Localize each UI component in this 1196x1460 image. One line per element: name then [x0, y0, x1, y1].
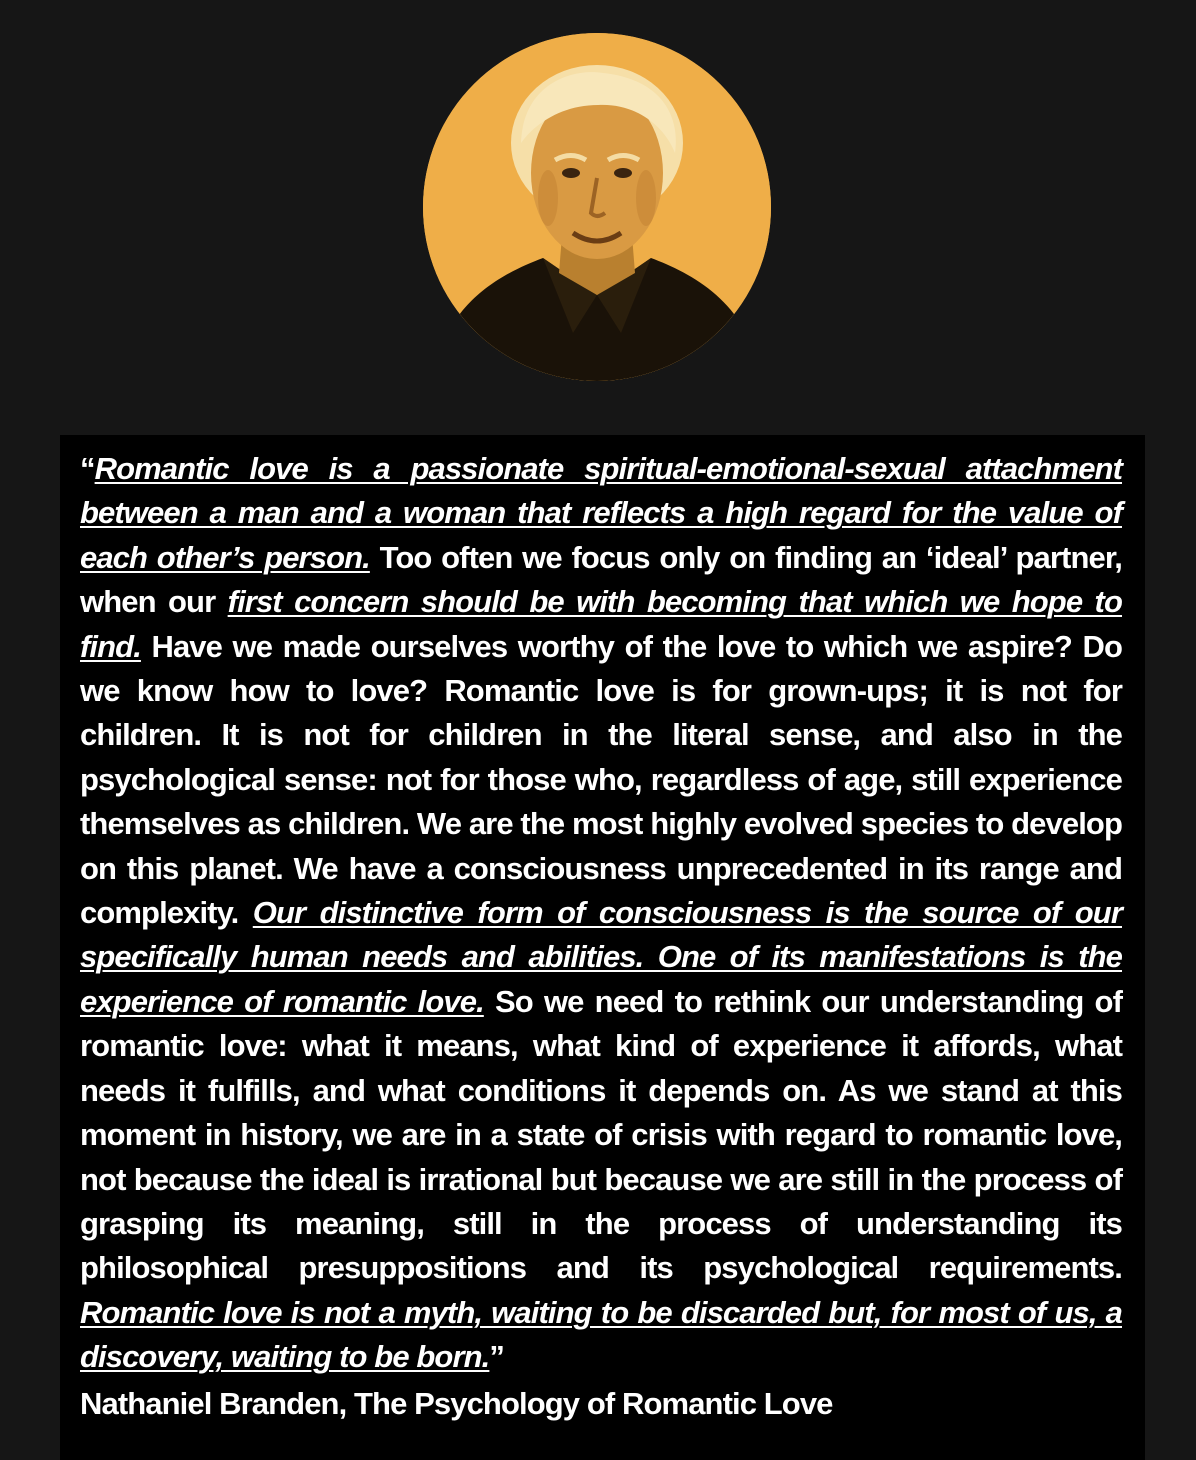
quote-text	[80, 447, 1122, 1380]
quote-segment-6: So we need to rethink our understanding of romantic love: what it means, what kind of experience it affords, what needs it fulfills, and what conditions it depends on. As we stand at this moment in history, we are in a state of crisis with regard to romantic love, not because the ideal is irrational but because we are still in the process of grasping its meaning, still in the process of understanding its philosophical presuppositions and its psychological requirements.	[80, 983, 1123, 1286]
quote-panel	[60, 435, 1145, 1460]
quote-segment-4: Have we made ourselves worthy of the love to which we aspire? Do we know how to love? Romantic love is for grown-ups; it is not for children. It is not for children in the literal sense, and also in the psychological sense: not for those who, regardless of age, still experience themselves as children. We are the most highly evolved species to develop on this planet. We have a consciousness unprecedented in its range and complexity.	[80, 628, 1122, 931]
quote-emphasis-4: Romantic love is not a myth, waiting to be discarded but, for most of us, a discovery, waiting to be born.	[80, 1294, 1122, 1375]
quote-emphasis-2: first concern should be with becoming that which we hope to find.	[80, 584, 1123, 664]
quote-attribution: Nathaniel Branden, The Psychology of Romantic Love	[80, 1386, 833, 1421]
quote-close-mark: ”	[489, 1339, 504, 1375]
quote-emphasis-3: Our distinctive form of consciousness is the source of our specifically human needs and abilities. One of its manifestations is the experience of romantic love.	[80, 895, 1122, 1019]
quote-open-mark: “	[80, 451, 95, 486]
quote-emphasis-1: Romantic love is a passionate spiritual-emotional-sexual attachment between a man and a woman that reflects a high regard for the value of each other’s person.	[80, 451, 1122, 575]
author-portrait	[423, 33, 771, 381]
quote-segment-2: Too often we focus only on finding an ‘ideal’ partner, when our	[80, 539, 1123, 620]
portrait-icon	[423, 33, 771, 381]
